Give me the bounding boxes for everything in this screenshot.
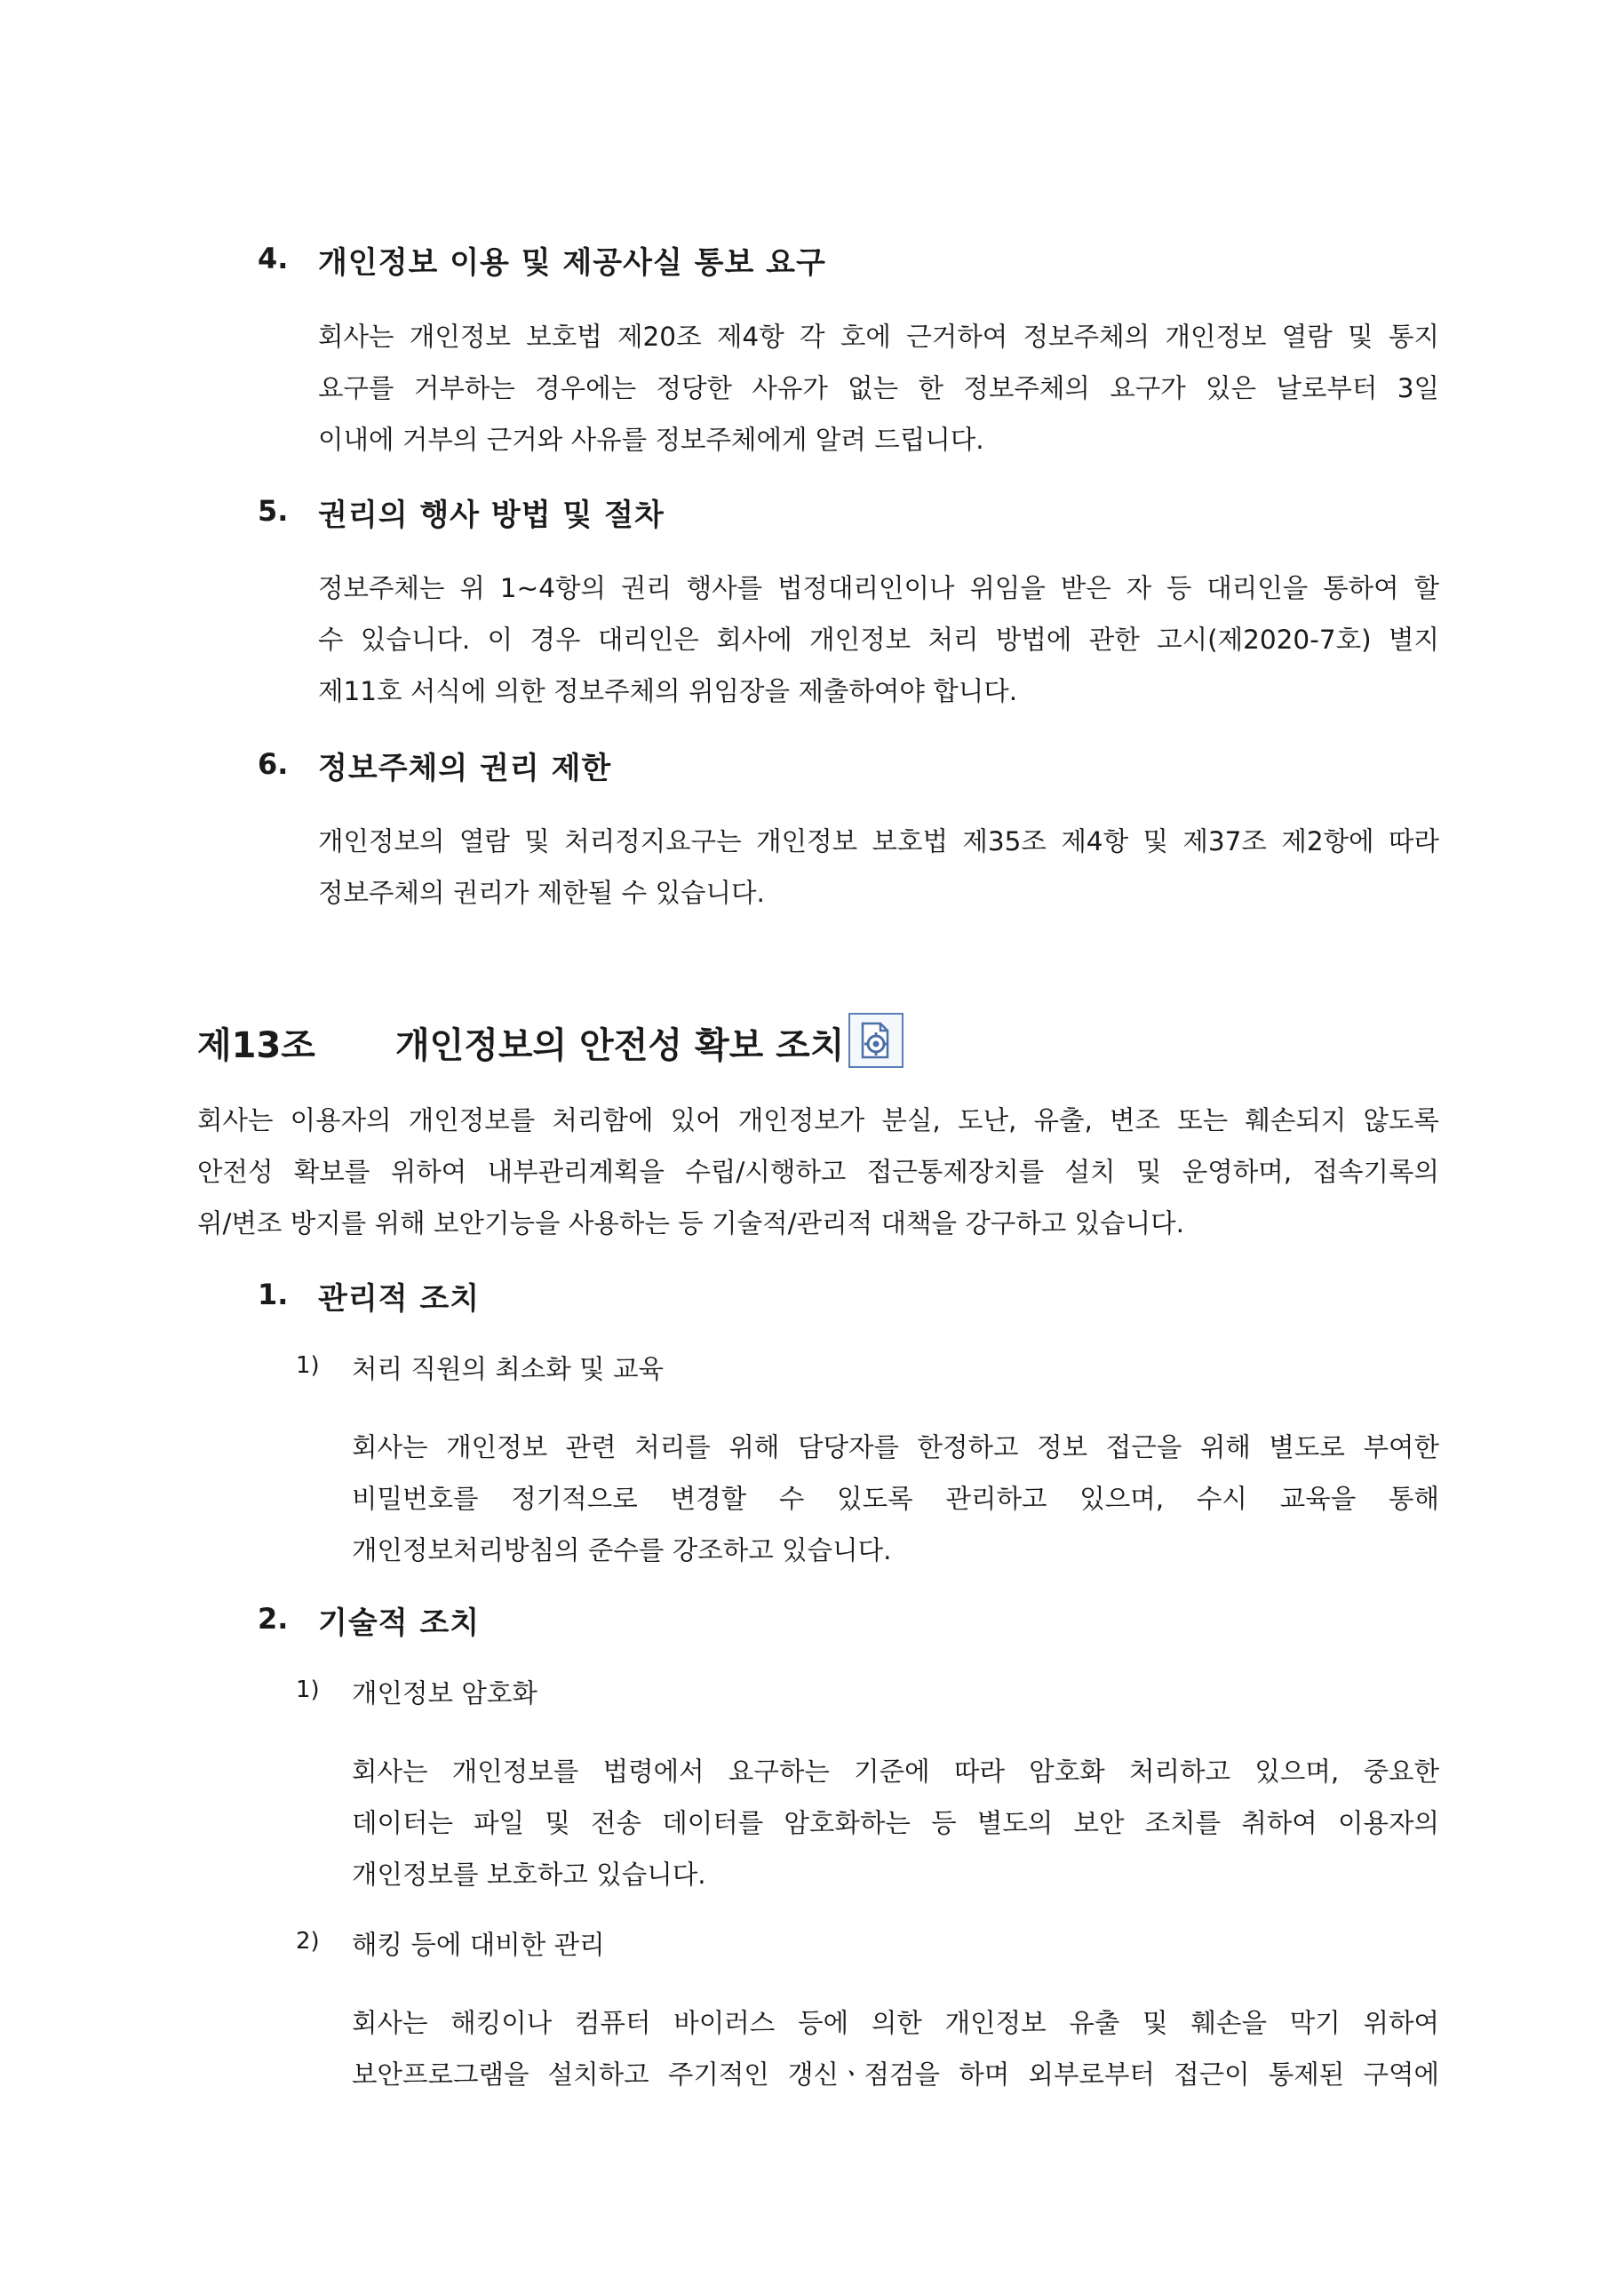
body-line: 위/변조 방지를 위해 보안기능을 사용하는 등 기술적/관리적 대책을 강구하고 있습니다. [197,1208,1185,1239]
section-5-number: 5. [258,494,289,528]
measure-2-title: 기술적 조치 [318,1605,481,1641]
body-line: 안전성 확보를 위하여 내부관리계획을 수립/시행하고 접근통제장치를 설치 및 운영하며, 접속기록의 [197,1157,1439,1187]
body-line: 회사는 이용자의 개인정보를 처리함에 있어 개인정보가 분실, 도난, 유출, 변조 또는 훼손되지 않도록 [197,1105,1439,1135]
body-line: 이내에 거부의 근거와 사유를 정보주체에게 알려 드립니다. [318,425,984,455]
measure-2-item-1-number: 1) [296,1677,320,1703]
measure-2-number: 2. [258,1602,289,1636]
body-line: 보안프로그램을 설치하고 주기적인 갱신ㆍ점검을 하며 외부로부터 접근이 통제된 구역에 [352,2059,1439,2090]
body-line: 회사는 개인정보 관련 처리를 위해 담당자를 한정하고 정보 접근을 위해 별도로 부여한 [352,1432,1439,1462]
body-line: 제11호 서식에 의한 정보주체의 위임장을 제출하여야 합니다. [318,676,1018,706]
article-13-intro [197,1095,1439,1249]
measure-2-item-1-body [352,1746,1439,1900]
section-4-title: 개인정보 이용 및 제공사실 통보 요구 [318,245,826,281]
article-13-number: 제13조 [197,1025,315,1066]
body-line: 회사는 해킹이나 컴퓨터 바이러스 등에 의한 개인정보 유출 및 훼손을 막기 위하여 [352,2008,1439,2038]
document-settings-icon[interactable] [848,1013,904,1068]
measure-2-item-2-number: 2) [296,1928,320,1955]
section-5-body [318,562,1439,717]
measure-1-item-1-number: 1) [296,1352,320,1379]
body-line: 요구를 거부하는 경우에는 정당한 사유가 없는 한 정보주체의 요구가 있은 날로부터 3일 [318,373,1439,403]
body-line: 정보주체는 위 1~4항의 권리 행사를 법정대리인이나 위임을 받은 자 등 대리인을 통하여 할 [318,573,1439,603]
section-6-title: 정보주체의 권리 제한 [318,751,612,786]
body-line: 개인정보를 보호하고 있습니다. [352,1860,706,1890]
measure-1-item-1-title: 처리 직원의 최소화 및 교육 [352,1354,664,1384]
article-13-title: 개인정보의 안전성 확보 조치 [395,1025,845,1066]
section-5-title: 권리의 행사 방법 및 절차 [318,498,665,533]
section-4-number: 4. [258,242,289,275]
body-line: 수 있습니다. 이 경우 대리인은 회사에 개인정보 처리 방법에 관한 고시(제2020-7호) 별지 [318,625,1439,655]
body-line: 데이터는 파일 및 전송 데이터를 암호화하는 등 별도의 보안 조치를 취하여 이용자의 [352,1808,1439,1838]
section-6-number: 6. [258,747,289,781]
measure-2-item-2-body [352,1997,1439,2100]
measure-2-item-2-title: 해킹 등에 대비한 관리 [352,1930,605,1960]
measure-1-number: 1. [258,1278,289,1311]
measure-1-item-1-body [352,1422,1439,1576]
measure-1-title: 관리적 조치 [318,1281,481,1317]
body-line: 비밀번호를 정기적으로 변경할 수 있도록 관리하고 있으며, 수시 교육을 통해 [352,1484,1439,1514]
section-4-body [318,311,1439,466]
measure-2-item-1-title: 개인정보 암호화 [352,1678,537,1709]
body-line: 회사는 개인정보 보호법 제20조 제4항 각 호에 근거하여 정보주체의 개인정보 열람 및 통지 [318,322,1439,352]
body-line: 개인정보처리방침의 준수를 강조하고 있습니다. [352,1535,892,1565]
body-line: 회사는 개인정보를 법령에서 요구하는 기준에 따라 암호화 처리하고 있으며, 중요한 [352,1756,1439,1787]
body-line: 개인정보의 열람 및 처리정지요구는 개인정보 보호법 제35조 제4항 및 제37조 제2항에 따라 [318,826,1439,856]
section-6-body [318,816,1439,919]
body-line: 정보주체의 권리가 제한될 수 있습니다. [318,878,765,908]
